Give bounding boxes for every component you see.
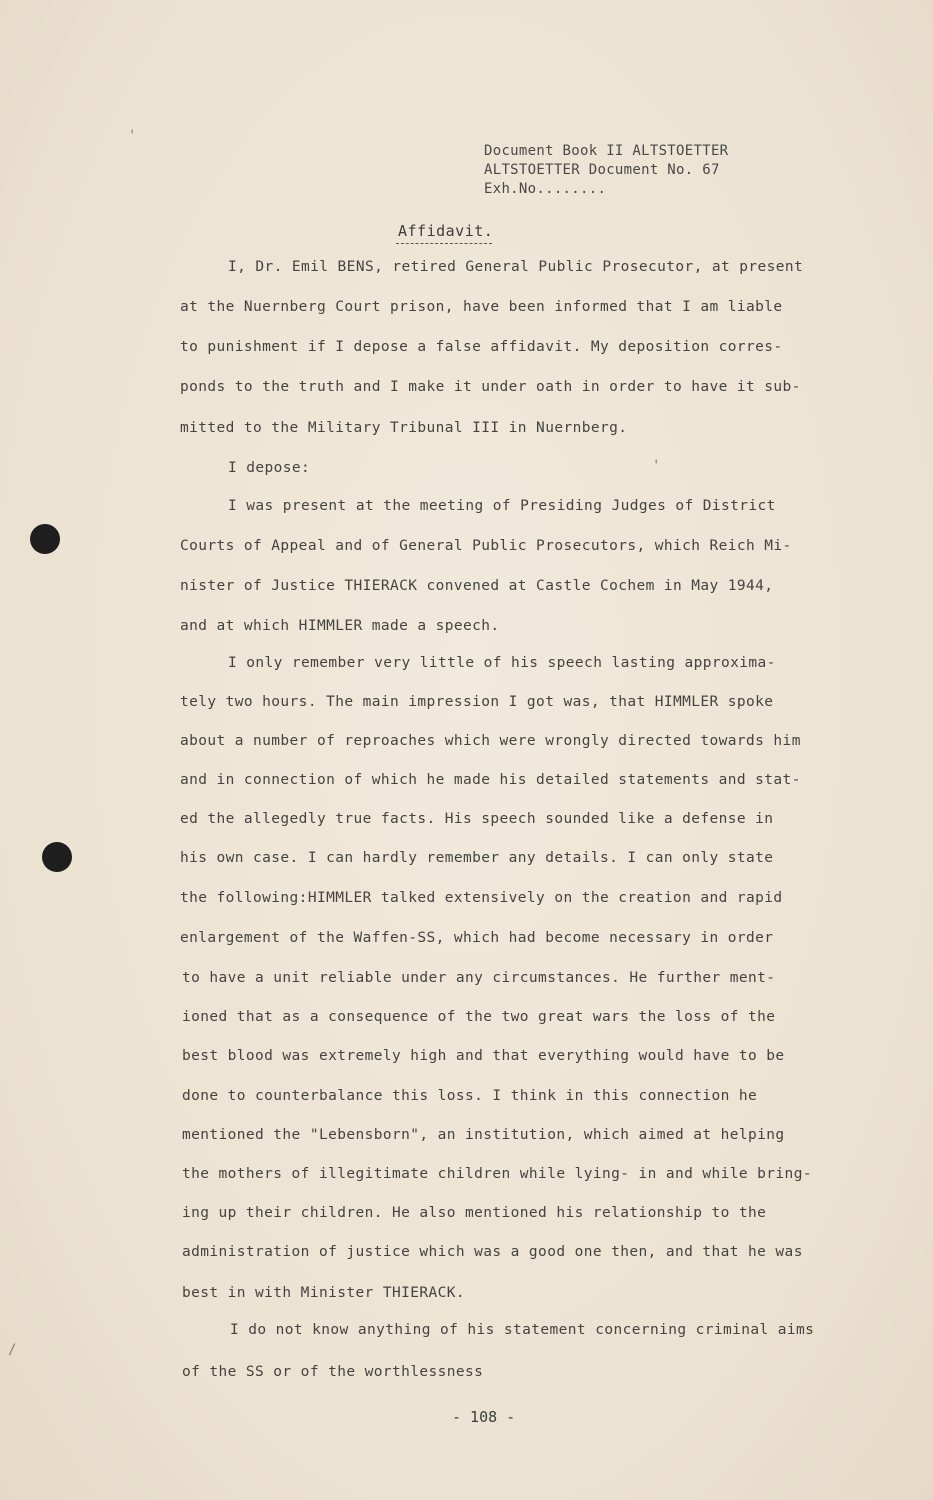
- pencil-mark: /: [8, 1342, 17, 1358]
- pencil-mark: ': [128, 128, 137, 144]
- body-line: to have a unit reliable under any circumstances. He further ment-: [182, 970, 776, 986]
- body-line: done to counterbalance this loss. I think in this connection he: [182, 1088, 758, 1104]
- body-line: about a number of reproaches which were wrongly directed towards him: [180, 733, 801, 749]
- body-line: I, Dr. Emil BENS, retired General Public Prosecutor, at present: [228, 259, 804, 275]
- body-line: best blood was extremely high and that everything would have to be: [182, 1048, 785, 1064]
- body-line: best in with Minister THIERACK.: [182, 1285, 466, 1301]
- body-line: mentioned the "Lebensborn", an institution, which aimed at helping: [182, 1127, 785, 1143]
- header-line-3: Exh.No........: [484, 181, 607, 197]
- page-number: - 108 -: [452, 1408, 516, 1426]
- body-line: ponds to the truth and I make it under oath in order to have it sub-: [180, 379, 801, 395]
- body-line: ed the allegedly true facts. His speech sounded like a defense in: [180, 811, 774, 827]
- document-title: Affidavit.: [398, 222, 494, 240]
- body-line: I only remember very little of his speech lasting approxima-: [228, 655, 776, 671]
- punch-hole-bottom: [42, 842, 72, 872]
- body-line: enlargement of the Waffen-SS, which had become necessary in order: [180, 930, 774, 946]
- body-line: administration of justice which was a good one then, and that he was: [182, 1244, 803, 1260]
- body-line: to punishment if I depose a false affidavit. My deposition corres-: [180, 339, 783, 355]
- body-line: tely two hours. The main impression I got was, that HIMMLER spoke: [180, 694, 774, 710]
- title-underline: [396, 243, 492, 244]
- header-line-1: Document Book II ALTSTOETTER: [484, 143, 729, 159]
- body-line: and at which HIMMLER made a speech.: [180, 618, 500, 634]
- body-line: mitted to the Military Tribunal III in Nuernberg.: [180, 420, 628, 436]
- body-line: his own case. I can hardly remember any details. I can only state: [180, 850, 774, 866]
- body-line: and in connection of which he made his detailed statements and stat-: [180, 772, 801, 788]
- body-line: the following:HIMMLER talked extensively on the creation and rapid: [180, 890, 783, 906]
- body-line: the mothers of illegitimate children while lying- in and while bring-: [182, 1166, 812, 1182]
- body-line: at the Nuernberg Court prison, have been informed that I am liable: [180, 299, 783, 315]
- body-line: I was present at the meeting of Presiding Judges of District: [228, 498, 776, 514]
- pencil-mark: ': [652, 458, 661, 474]
- body-line: ioned that as a consequence of the two great wars the loss of the: [182, 1009, 776, 1025]
- header-line-2: ALTSTOETTER Document No. 67: [484, 162, 720, 178]
- document-header: [484, 142, 728, 199]
- body-line: of the SS or of the worthlessness: [182, 1364, 484, 1380]
- body-line: nister of Justice THIERACK convened at Castle Cochem in May 1944,: [180, 578, 774, 594]
- punch-hole-top: [30, 524, 60, 554]
- body-line: Courts of Appeal and of General Public Prosecutors, which Reich Mi-: [180, 538, 792, 554]
- body-line: I depose:: [228, 460, 311, 476]
- body-line: I do not know anything of his statement concerning criminal aims: [230, 1322, 815, 1338]
- body-line: ing up their children. He also mentioned his relationship to the: [182, 1205, 767, 1221]
